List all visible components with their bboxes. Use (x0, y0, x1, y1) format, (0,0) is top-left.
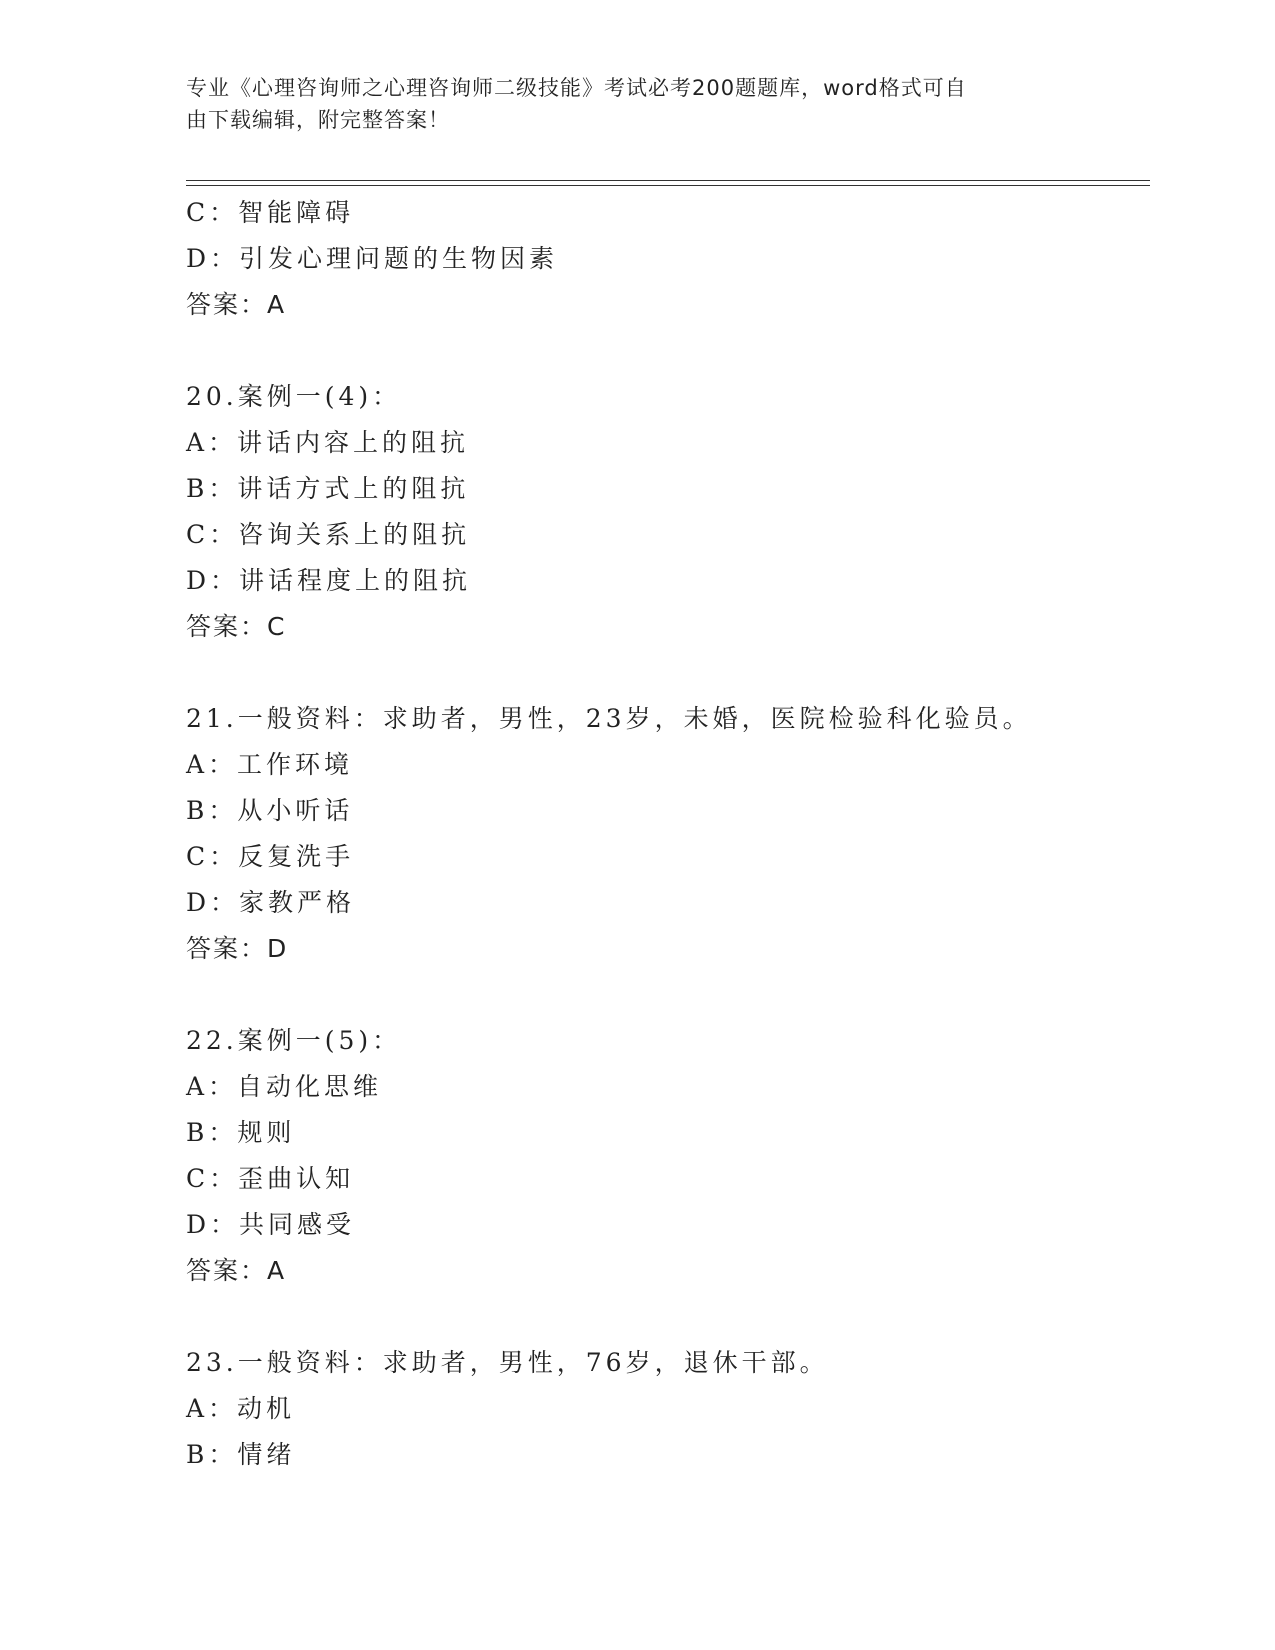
answer-line: 答案：D (186, 934, 289, 963)
option-a: A：动机 (186, 1394, 296, 1423)
option-c: C：咨询关系上的阻抗 (186, 520, 471, 549)
option-a: A：讲话内容上的阻抗 (186, 428, 470, 457)
option-a: A：工作环境 (186, 750, 354, 779)
document-header (186, 72, 1066, 136)
question-block-23 (186, 1340, 1150, 1478)
answer-line: 答案：C (186, 612, 287, 641)
header-line-2: 由下载编辑，附完整答案！ (186, 108, 450, 132)
option-c: C：智能障碍 (186, 198, 355, 227)
question-list (186, 190, 1150, 1478)
option-c: C：反复洗手 (186, 842, 355, 871)
answer-line: 答案：A (186, 1256, 287, 1285)
option-c: C：歪曲认知 (186, 1164, 355, 1193)
option-a: A：自动化思维 (186, 1072, 383, 1101)
header-rule-top (186, 180, 1150, 181)
header-line-1: 专业《心理咨询师之心理咨询师二级技能》考试必考200题题库，word格式可自 (186, 76, 967, 100)
option-d: D：讲话程度上的阻抗 (186, 566, 472, 595)
question-text: 20.案例一(4)： (186, 382, 402, 411)
option-d: D：家教严格 (186, 888, 356, 917)
question-block-20 (186, 374, 1150, 650)
question-block-prev (186, 190, 1150, 328)
option-d: D：引发心理问题的生物因素 (186, 244, 559, 273)
answer-line: 答案：A (186, 290, 287, 319)
option-b: B：规则 (186, 1118, 296, 1147)
option-b: B：从小听话 (186, 796, 354, 825)
question-text: 21.一般资料：求助者，男性，23岁，未婚，医院检验科化验员。 (186, 704, 1032, 733)
question-text: 23.一般资料：求助者，男性，76岁，退休干部。 (186, 1348, 829, 1377)
option-d: D：共同感受 (186, 1210, 356, 1239)
option-b: B：情绪 (186, 1440, 296, 1469)
header-rule-bottom (186, 185, 1150, 186)
question-block-21 (186, 696, 1150, 972)
question-text: 22.案例一(5)： (186, 1026, 402, 1055)
option-b: B：讲话方式上的阻抗 (186, 474, 470, 503)
question-block-22 (186, 1018, 1150, 1294)
